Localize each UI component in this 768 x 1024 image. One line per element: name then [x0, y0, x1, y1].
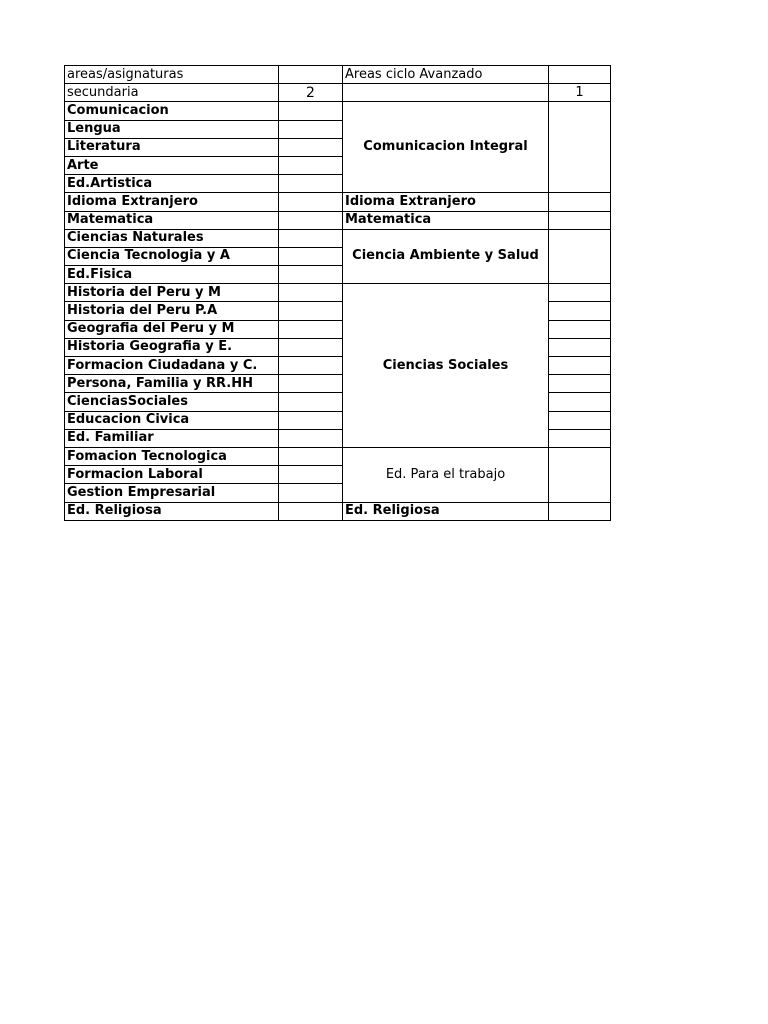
subject-cell: Persona, Familia y RR.HH	[65, 375, 279, 393]
value-cell	[279, 502, 343, 520]
group-comunicacion-integral: Comunicacion Integral	[343, 102, 549, 193]
value-cell	[279, 447, 343, 465]
value-cell	[279, 211, 343, 229]
subject-cell: Ciencia Tecnologia y A	[65, 247, 279, 265]
value-cell	[279, 375, 343, 393]
subject-cell: Matematica	[65, 211, 279, 229]
table-row	[65, 193, 611, 211]
subject-cell: Gestion Empresarial	[65, 484, 279, 502]
subject-cell: Idioma Extranjero	[65, 193, 279, 211]
subject-cell: Fomacion Tecnologica	[65, 447, 279, 465]
group-matematica: Matematica	[343, 211, 549, 229]
subject-cell: Arte	[65, 156, 279, 174]
group-value-cell	[549, 284, 611, 302]
group-value-cell	[549, 102, 611, 193]
group-value-cell	[549, 302, 611, 320]
table-row	[65, 447, 611, 465]
subject-cell: Ciencias Naturales	[65, 229, 279, 247]
table-row	[65, 229, 611, 247]
group-value-cell	[549, 502, 611, 520]
subject-cell: Ed. Familiar	[65, 429, 279, 447]
table-row	[65, 284, 611, 302]
subject-cell: Ed.Artistica	[65, 175, 279, 193]
subject-cell: Formacion Ciudadana y C.	[65, 357, 279, 375]
value-cell	[279, 193, 343, 211]
group-value-cell	[549, 320, 611, 338]
header-areas-ciclo: Areas ciclo Avanzado	[343, 66, 549, 84]
secundaria-label: secundaria	[65, 84, 279, 102]
subject-cell: Historia del Peru y M	[65, 284, 279, 302]
table-row	[65, 211, 611, 229]
subject-cell: Historia Geografia y E.	[65, 338, 279, 356]
group-ciencia-ambiente: Ciencia Ambiente y Salud	[343, 229, 549, 284]
header-areas-asignaturas: areas/asignaturas	[65, 66, 279, 84]
header-empty-cell	[279, 66, 343, 84]
subject-cell: Educacion Civica	[65, 411, 279, 429]
value-cell	[279, 247, 343, 265]
value-cell	[279, 338, 343, 356]
header-empty-cell	[549, 66, 611, 84]
value-cell	[279, 320, 343, 338]
value-cell	[279, 357, 343, 375]
value-cell	[279, 302, 343, 320]
group-ed-trabajo: Ed. Para el trabajo	[343, 447, 549, 502]
table-row	[65, 502, 611, 520]
value-cell	[279, 102, 343, 120]
subject-cell: Ed.Fisica	[65, 266, 279, 284]
value-cell	[279, 266, 343, 284]
value-cell	[279, 175, 343, 193]
subject-cell: Historia del Peru P.A	[65, 302, 279, 320]
group-value-cell	[549, 211, 611, 229]
subject-cell: Literatura	[65, 138, 279, 156]
group-value-cell	[549, 429, 611, 447]
subject-cell: Comunicacion	[65, 102, 279, 120]
subject-cell: Ed. Religiosa	[65, 502, 279, 520]
group-value-cell	[549, 357, 611, 375]
value-cell	[279, 156, 343, 174]
group-idioma-extranjero: Idioma Extranjero	[343, 193, 549, 211]
value-cell	[279, 411, 343, 429]
value-cell	[279, 284, 343, 302]
group-value-cell	[549, 193, 611, 211]
group-value-cell	[549, 229, 611, 284]
value-cell	[279, 429, 343, 447]
secundaria-value-right: 1	[549, 84, 611, 102]
subject-cell: Geografia del Peru y M	[65, 320, 279, 338]
secundaria-empty-cell	[343, 84, 549, 102]
value-cell	[279, 229, 343, 247]
subject-cell: Formacion Laboral	[65, 466, 279, 484]
subject-cell: Lengua	[65, 120, 279, 138]
curriculum-table	[64, 65, 611, 521]
secundaria-row	[65, 84, 611, 102]
group-value-cell	[549, 411, 611, 429]
group-ed-religiosa: Ed. Religiosa	[343, 502, 549, 520]
header-row	[65, 66, 611, 84]
value-cell	[279, 466, 343, 484]
value-cell	[279, 138, 343, 156]
subject-cell: CienciasSociales	[65, 393, 279, 411]
group-value-cell	[549, 338, 611, 356]
group-value-cell	[549, 447, 611, 502]
value-cell	[279, 393, 343, 411]
secundaria-value-left: 2	[279, 84, 343, 102]
table-row	[65, 102, 611, 120]
group-value-cell	[549, 393, 611, 411]
group-value-cell	[549, 375, 611, 393]
group-ciencias-sociales: Ciencias Sociales	[343, 284, 549, 448]
value-cell	[279, 120, 343, 138]
value-cell	[279, 484, 343, 502]
